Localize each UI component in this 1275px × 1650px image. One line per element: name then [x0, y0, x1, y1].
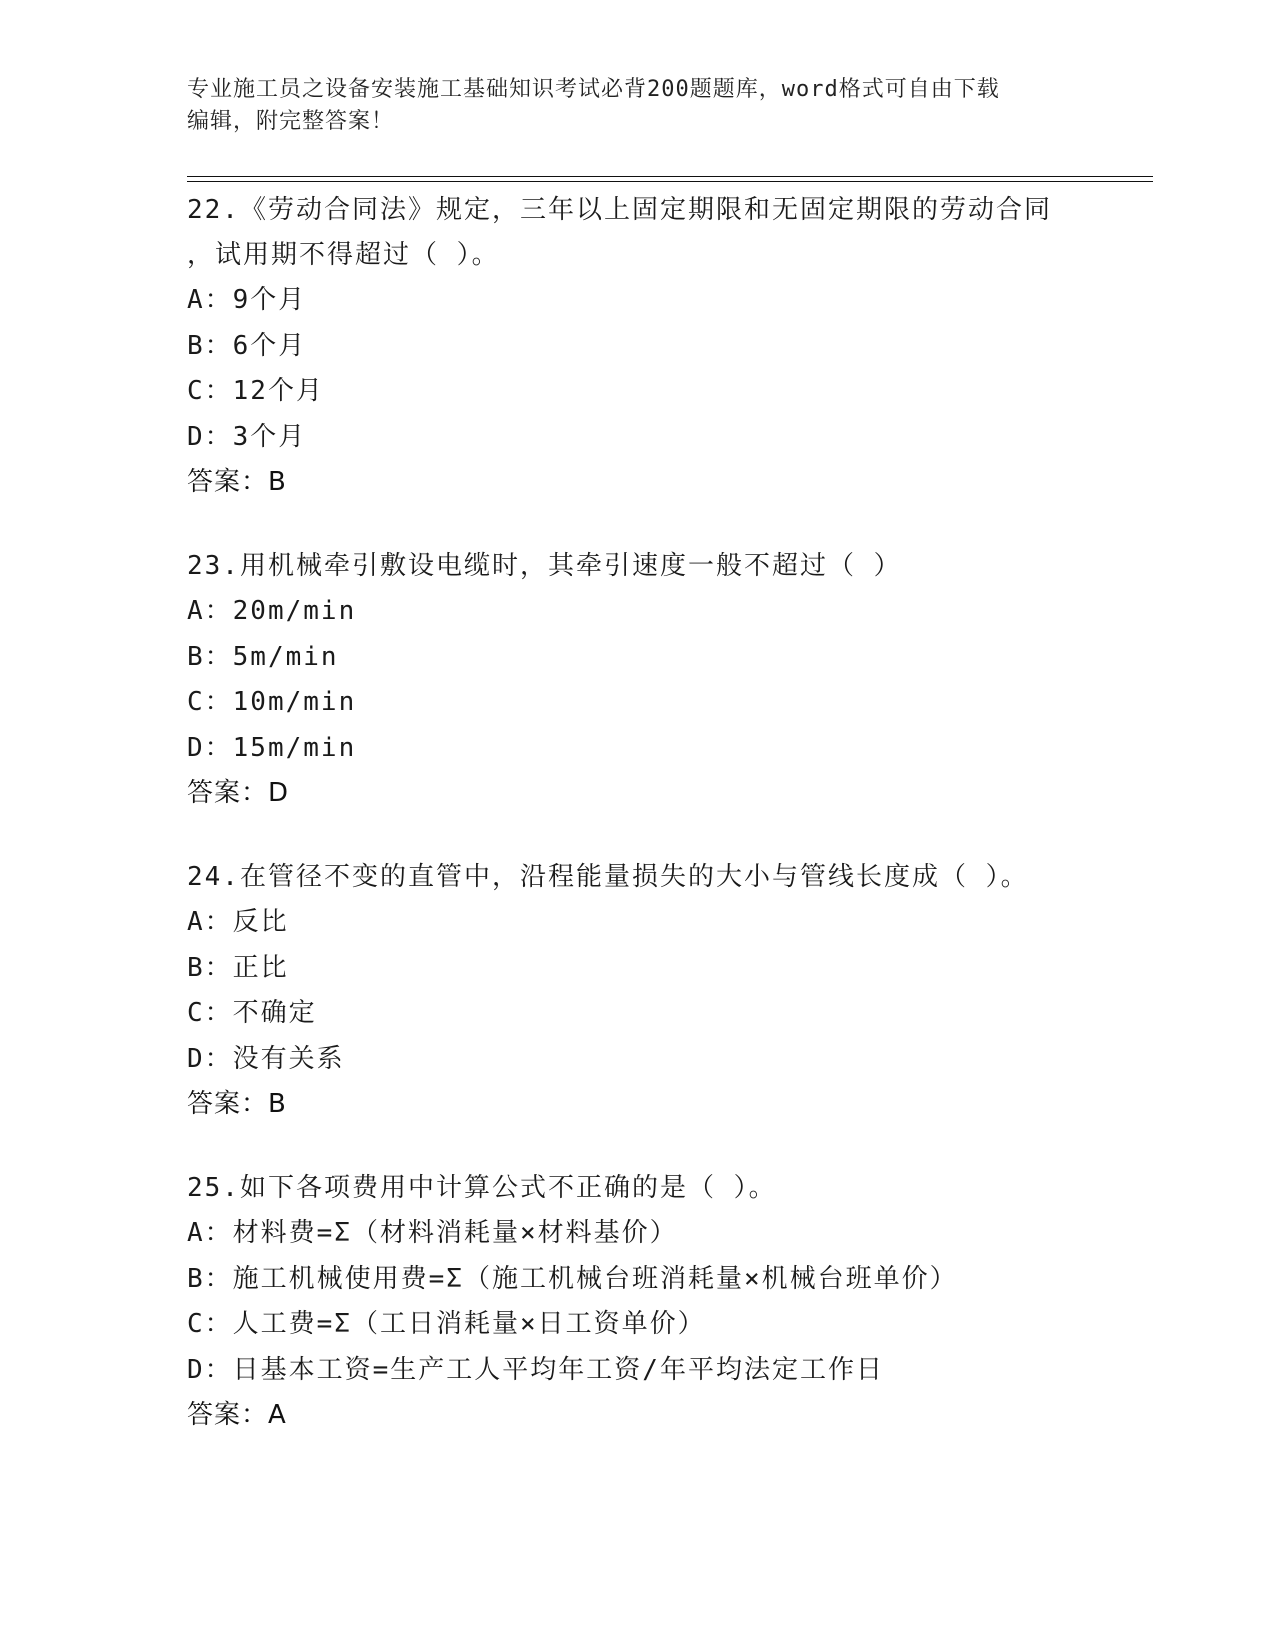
question-list — [187, 188, 1087, 1477]
header-line-1: 专业施工员之设备安装施工基础知识考试必背200题题库，word格式可自由下载 — [187, 77, 1000, 102]
answer-label: 答案：D — [187, 778, 290, 808]
question-stem-line: ，试用期不得超过（ ）。 — [187, 240, 500, 270]
header-divider-top — [187, 176, 1153, 177]
question-stem-line: 23.用机械牵引敷设电缆时，其牵引速度一般不超过（ ） — [187, 551, 902, 581]
header-line-2: 编辑，附完整答案！ — [187, 109, 395, 134]
option-c: C：不确定 — [187, 998, 317, 1028]
option-c: C：人工费=Σ（工日消耗量×日工资单价） — [187, 1309, 706, 1339]
option-d: D：日基本工资=生产工人平均年工资/年平均法定工作日 — [187, 1354, 884, 1385]
option-a: A：反比 — [187, 907, 289, 937]
option-c: C：10m/min — [187, 687, 357, 717]
option-b: B：施工机械使用费=Σ（施工机械台班消耗量×机械台班单价） — [187, 1263, 958, 1294]
option-b: B：正比 — [187, 952, 289, 983]
question-23 — [187, 544, 1087, 816]
option-a: A：9个月 — [187, 285, 307, 315]
option-d: D：没有关系 — [187, 1043, 345, 1074]
option-b: B：5m/min — [187, 641, 339, 672]
question-stem-line: 22.《劳动合同法》规定，三年以上固定期限和无固定期限的劳动合同 — [187, 195, 1052, 225]
header-divider-bottom — [187, 181, 1153, 182]
option-b: B：6个月 — [187, 330, 307, 361]
option-a: A：20m/min — [187, 596, 357, 626]
question-22 — [187, 188, 1087, 505]
option-a: A：材料费=Σ（材料消耗量×材料基价） — [187, 1218, 678, 1248]
answer-label: 答案：B — [187, 467, 287, 497]
question-stem-line: 25.如下各项费用中计算公式不正确的是（ ）。 — [187, 1173, 777, 1203]
question-24 — [187, 855, 1087, 1127]
option-d: D：3个月 — [187, 421, 307, 452]
answer-label: 答案：A — [187, 1400, 287, 1430]
option-c: C：12个月 — [187, 376, 324, 406]
document-header — [187, 74, 1067, 138]
option-d: D：15m/min — [187, 732, 357, 763]
question-25 — [187, 1166, 1087, 1438]
question-stem-line: 24.在管径不变的直管中，沿程能量损失的大小与管线长度成（ ）。 — [187, 862, 1029, 892]
answer-label: 答案：B — [187, 1089, 287, 1119]
